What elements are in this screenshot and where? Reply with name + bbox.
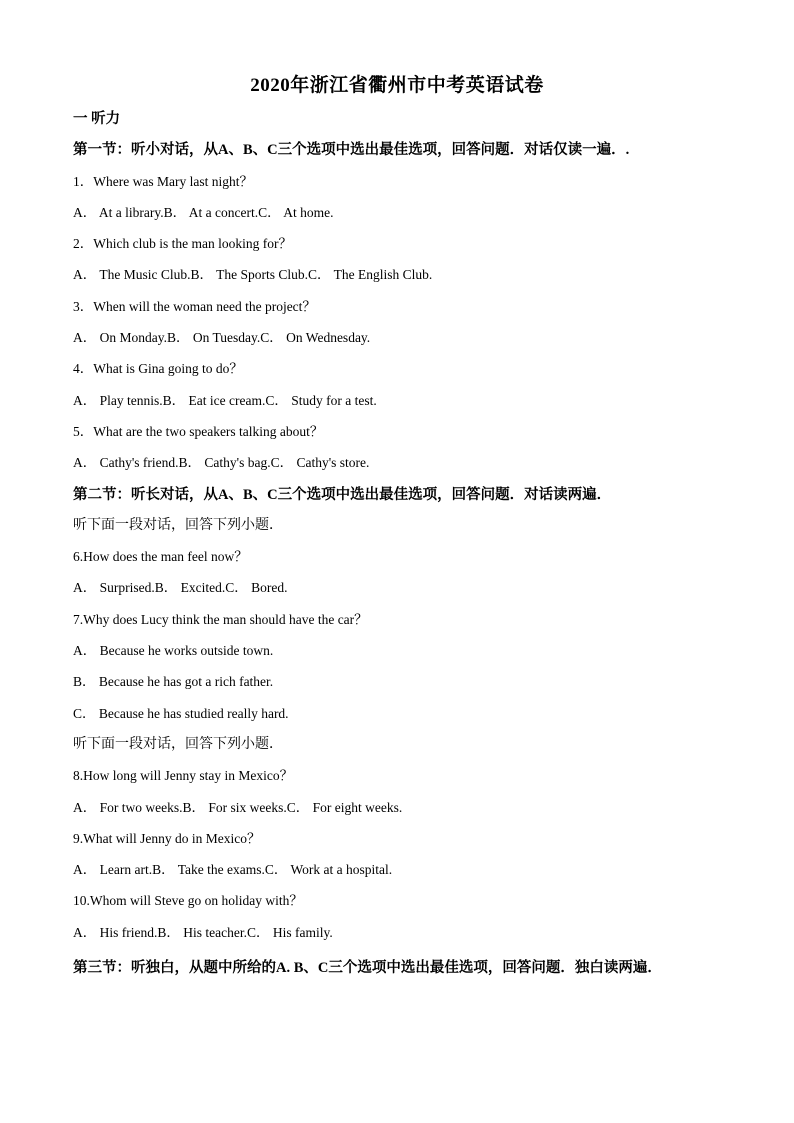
option-a: A． Learn art. <box>73 862 153 878</box>
option-c: C． Cathy's store. <box>270 455 370 471</box>
question-4-options <box>73 390 723 421</box>
question-7-option-a: A． Because he works outside town. <box>73 643 274 659</box>
option-a: A． On Monday. <box>73 330 167 346</box>
question-4: 4．What is Gina going to do？ <box>73 361 243 377</box>
exam-content <box>73 108 723 984</box>
option-b: B． For six weeks. <box>182 799 287 815</box>
page-title: 2020年浙江省衢州市中考英语试卷 <box>250 75 544 96</box>
option-c: C． At home. <box>258 204 334 220</box>
option-b: B． The Sports Club. <box>190 267 309 283</box>
option-a: A． Surprised. <box>73 580 155 596</box>
option-b: B． Cathy's bag. <box>178 455 271 471</box>
option-a: A． His friend. <box>73 924 158 940</box>
option-c: C． On Wednesday. <box>260 330 371 346</box>
question-7: 7.Why does Lucy think the man should have the car？ <box>73 611 368 627</box>
section3-instruction: 第三节：听独白，从题中所给的A. B、C三个选项中选出最佳选项，回答问题．独白读两遍． <box>73 960 662 977</box>
question-8: 8.How long will Jenny stay in Mexico？ <box>73 768 294 784</box>
option-b: B． Excited. <box>154 580 226 596</box>
question-3-options <box>73 327 723 358</box>
question-9-options <box>73 859 723 890</box>
part-heading: 一 听力 <box>73 111 121 127</box>
listen-instruction-2: 听下面一段对话，回答下列小题． <box>73 736 283 752</box>
question-7-option-b: B． Because he has got a rich father. <box>73 674 274 690</box>
option-c: C． His family. <box>246 924 333 940</box>
question-5: 5．What are the two speakers talking about？ <box>73 423 324 439</box>
option-a: A． Play tennis. <box>73 392 163 408</box>
question-7-option-c: C． Because he has studied really hard. <box>73 705 289 721</box>
option-b: B． At a concert. <box>163 204 259 220</box>
question-2-options <box>73 264 723 295</box>
option-b: B． His teacher. <box>157 924 247 940</box>
option-c: C． Bored. <box>225 580 288 596</box>
question-3: 3．When will the woman need the project？ <box>73 298 316 314</box>
option-b: B． Eat ice cream. <box>162 392 266 408</box>
option-b: B． Take the exams. <box>152 862 265 878</box>
question-1-options <box>73 202 723 233</box>
option-b: B． On Tuesday. <box>167 330 261 346</box>
option-a: A． At a library. <box>73 204 164 220</box>
question-8-options <box>73 797 723 828</box>
question-6: 6.How does the man feel now？ <box>73 549 248 565</box>
option-a: A． For two weeks. <box>73 799 183 815</box>
question-6-options <box>73 577 723 608</box>
section2-instruction: 第二节：听长对话，从A、B、C三个选项中选出最佳选项，回答问题．对话读两遍． <box>73 486 612 503</box>
question-9: 9.What will Jenny do in Mexico？ <box>73 830 261 846</box>
section1-instruction: 第一节：听小对话，从A、B、C三个选项中选出最佳选项，回答问题．对话仅读一遍．. <box>73 142 630 159</box>
listen-instruction-1: 听下面一段对话，回答下列小题． <box>73 517 283 533</box>
question-10-options <box>73 922 723 953</box>
question-2: 2．Which club is the man looking for？ <box>73 236 292 252</box>
option-c: C． For eight weeks. <box>286 799 403 815</box>
option-a: A． Cathy's friend. <box>73 455 179 471</box>
question-1: 1．Where was Mary last night？ <box>73 173 253 189</box>
question-10: 10.Whom will Steve go on holiday with？ <box>73 893 303 909</box>
option-a: A． The Music Club. <box>73 267 191 283</box>
option-c: C． Study for a test. <box>265 392 377 408</box>
option-c: C． The English Club. <box>308 267 433 283</box>
option-c: C． Work at a hospital. <box>264 862 393 878</box>
question-5-options <box>73 452 723 483</box>
